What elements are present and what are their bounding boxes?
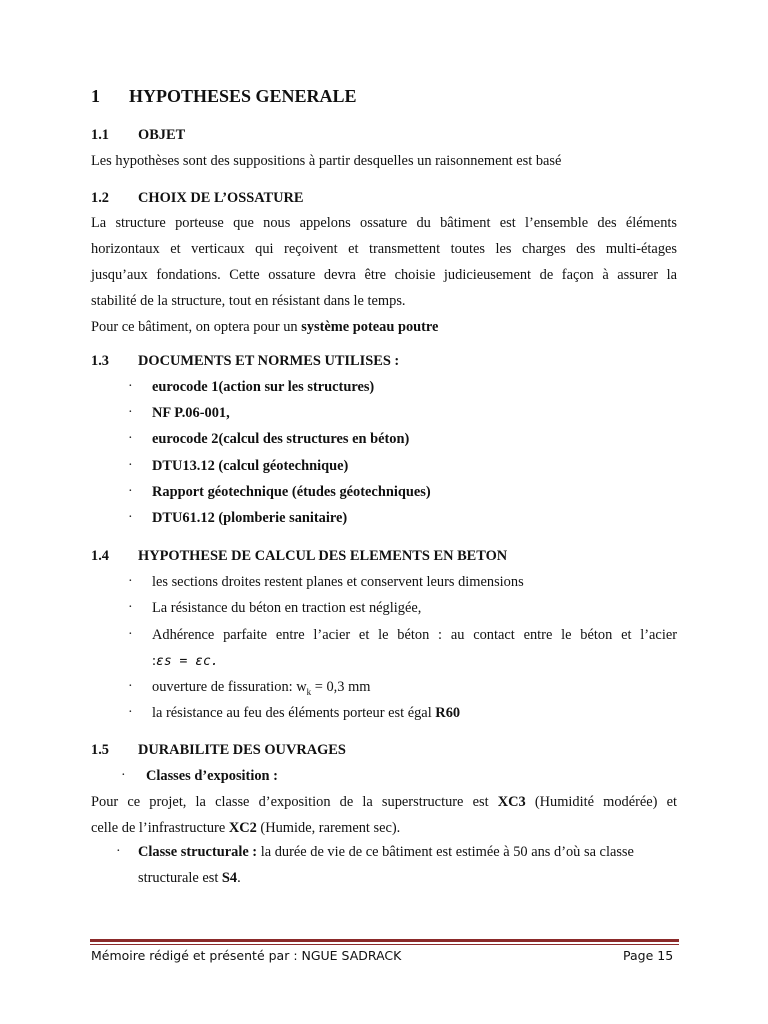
subsection-heading-1-1: 1.1 OBJET [91, 127, 186, 143]
list-item: La résistance du béton en traction est négligée, [152, 600, 422, 616]
footer-rule-thin [90, 944, 679, 945]
footer-author: Mémoire rédigé et présenté par : NGUE SADRACK [91, 948, 402, 963]
section-heading-1: 1 HYPOTHESES GENERALE [91, 86, 357, 106]
bullet-icon: · [128, 574, 133, 589]
bullet-icon: · [128, 458, 133, 473]
bullet-icon: · [128, 705, 133, 720]
bullet-icon: · [128, 627, 133, 642]
paragraph-ossature: La structure porteuse que nous appelons ossature du bâtiment est l’ensemble des éléments horizontaux et verticaux qui reçoivent et transmettent toutes les charges des multi-étages jusqu’aux fondations. Cette ossature devra être choisie judicieusement de façon à assurer la stabilité de la structure, tout en résistant dans le temps. Pour ce bâtiment, on optera pour un système poteau poutre [91, 215, 677, 335]
bullet-icon: · [128, 510, 133, 525]
bullet-icon: · [128, 431, 133, 446]
equation-line: :εs = εc. [152, 653, 219, 669]
bullet-icon: · [128, 379, 133, 394]
subsection-heading-1-4: 1.4 HYPOTHESE DE CALCUL DES ELEMENTS EN BETON [91, 548, 508, 564]
subsection-heading-1-5: 1.5 DURABILITE DES OUVRAGES [91, 742, 346, 758]
list-item: DTU13.12 (calcul géotechnique) [152, 458, 349, 474]
structural-class-line2: structurale est S4. [138, 870, 241, 886]
structural-class-line: Classe structurale : la durée de vie de ce bâtiment est estimée à 50 ans d’où sa classe [138, 844, 634, 860]
page-number: Page 15 [623, 948, 674, 963]
list-item: la résistance au feu des éléments porteur est égal R60 [152, 705, 461, 721]
list-item: eurocode 2(calcul des structures en béton) [152, 431, 410, 447]
bullet-icon: · [128, 600, 133, 615]
list-item: eurocode 1(action sur les structures) [152, 379, 375, 395]
list-item: ouverture de fissuration: $w_k = 0,3$ mm [152, 679, 371, 697]
paragraph-objet: Les hypothèses sont des suppositions à partir desquelles un raisonnement est basé [91, 153, 562, 169]
list-item: NF P.06-001, [152, 405, 230, 421]
bullet-icon: · [116, 844, 121, 859]
list-item: Adhérence parfaite entre l’acier et le béton : au contact entre le béton et l’acier [152, 627, 677, 643]
list-item: DTU61.12 (plomberie sanitaire) [152, 510, 348, 526]
list-item: Rapport géotechnique (études géotechniques) [152, 484, 431, 500]
bullet-icon: · [128, 484, 133, 499]
strain-equation: εs = εc. [156, 654, 219, 669]
subsection-heading-1-2: 1.2 CHOIX DE L’OSSATURE [91, 190, 304, 206]
exposure-label: Classes d’exposition : [146, 768, 278, 784]
footer-rule-thick [90, 939, 679, 942]
bullet-icon: · [128, 679, 133, 694]
paragraph-exposure: Pour ce projet, la classe d’exposition de la superstructure est XC3 (Humidité modérée) et celle de l’infrastructure XC2 (Humide, rarement sec). [91, 794, 677, 836]
list-item: les sections droites restent planes et conservent leurs dimensions [152, 574, 524, 590]
bullet-icon: · [128, 405, 133, 420]
bullet-icon: · [121, 768, 126, 783]
subsection-heading-1-3: 1.3 DOCUMENTS ET NORMES UTILISES : [91, 353, 400, 369]
